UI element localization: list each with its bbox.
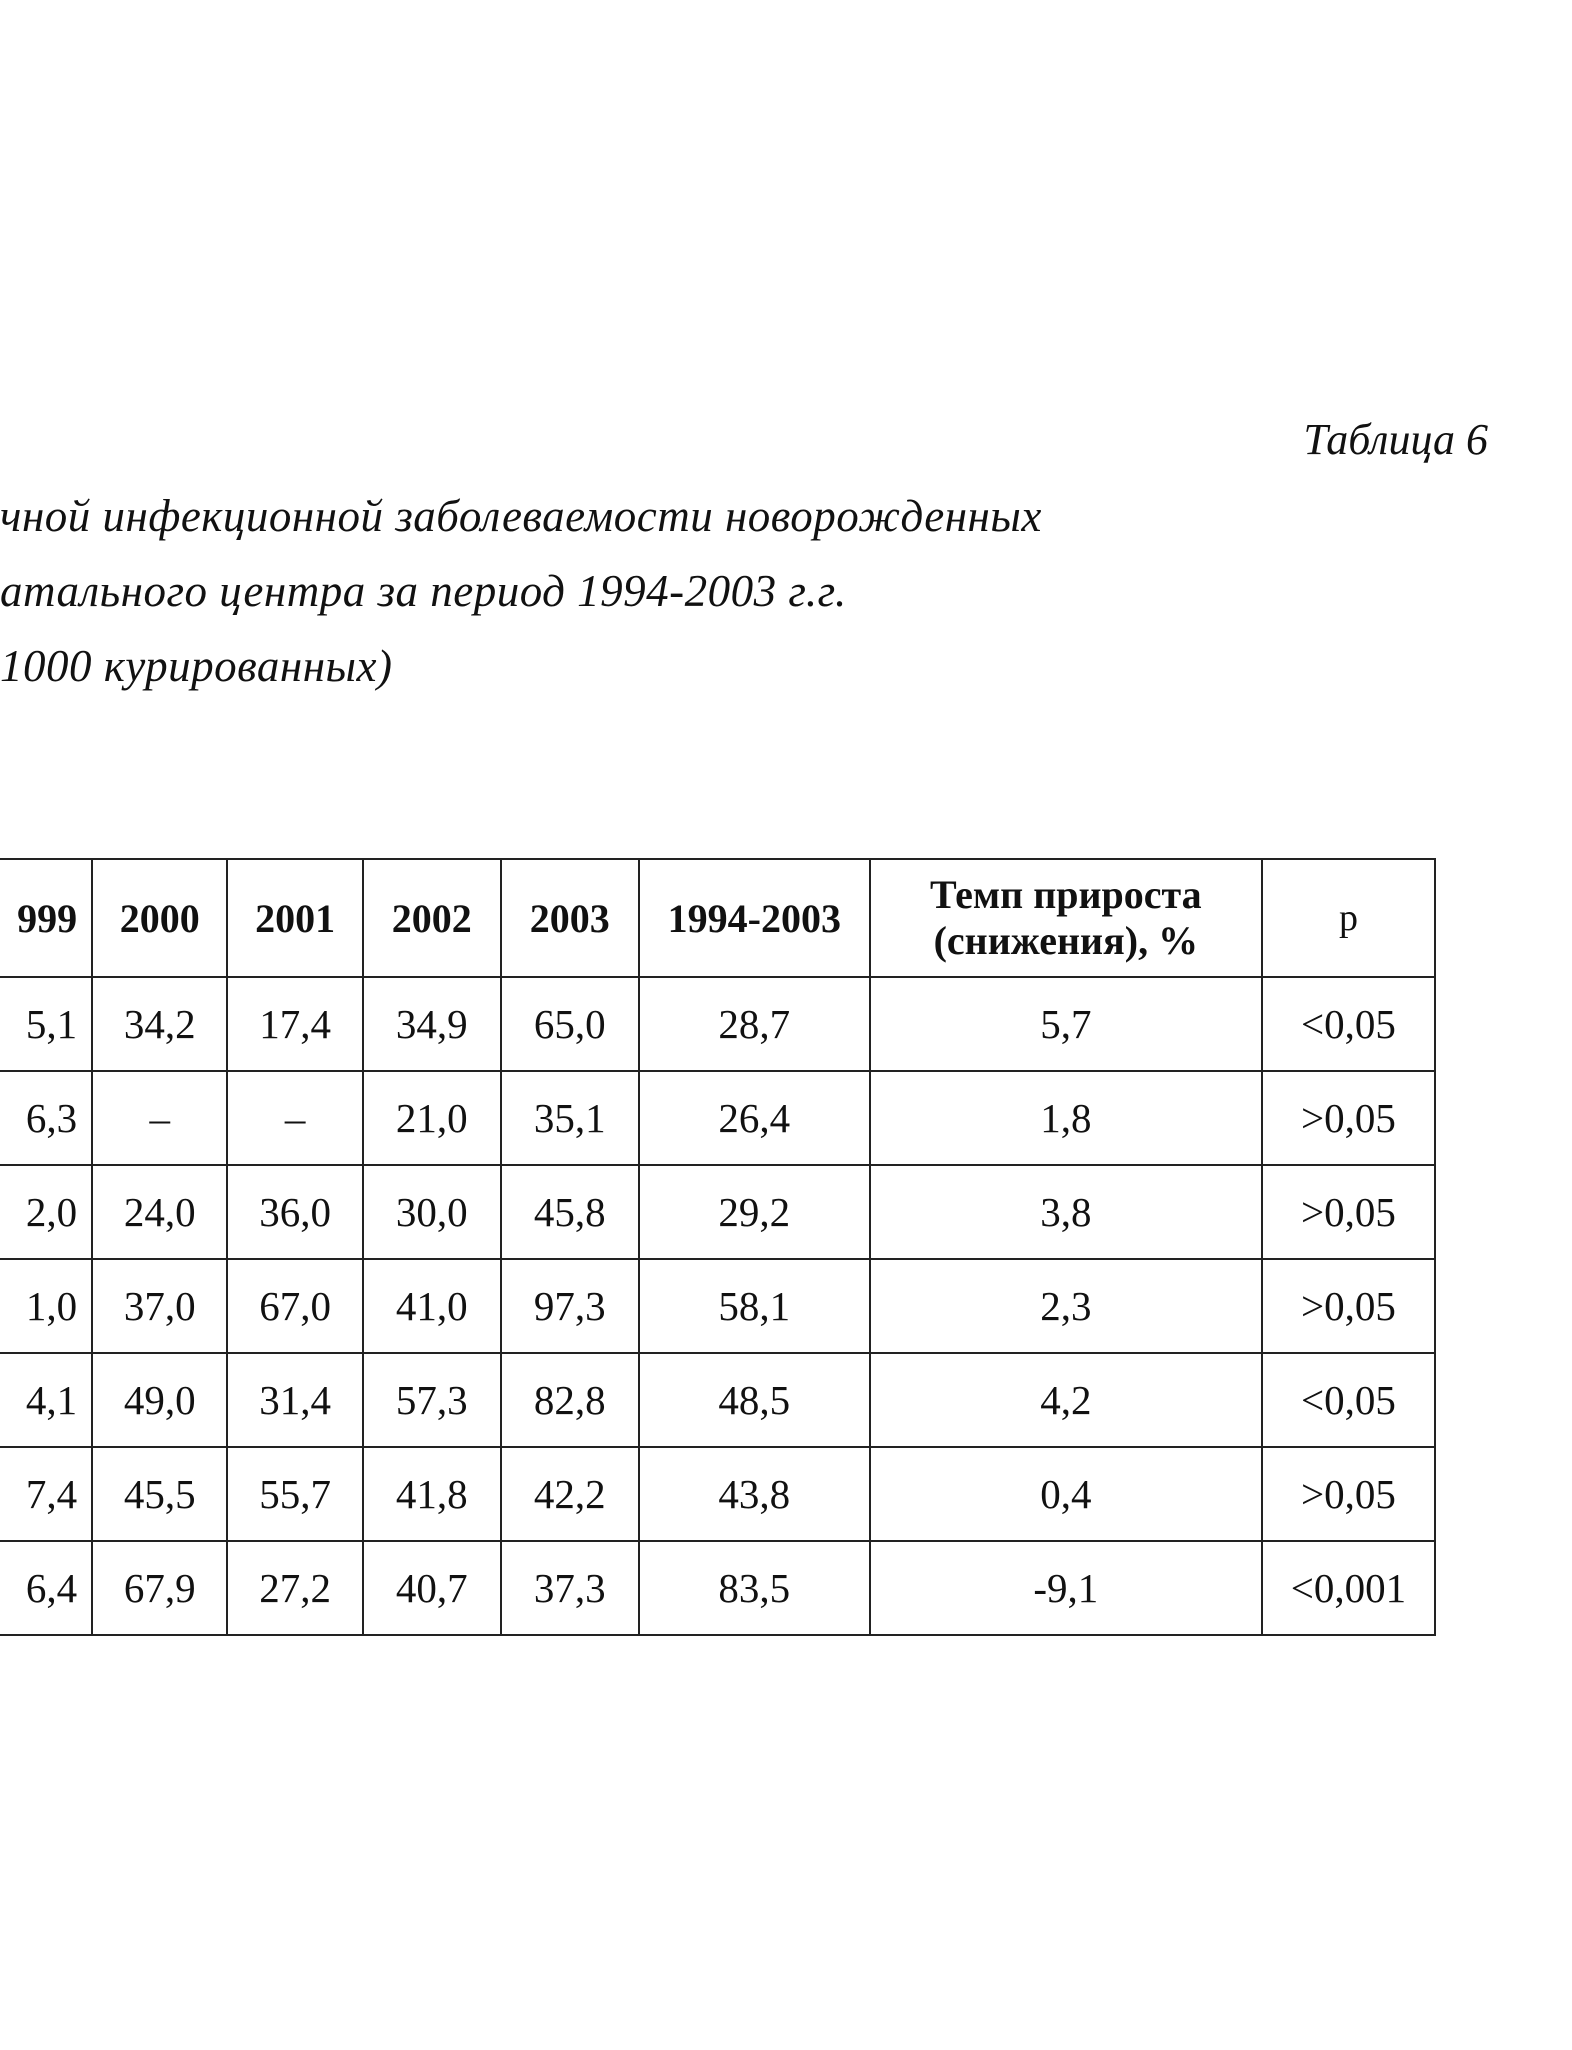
- value-2002: 21,0: [363, 1071, 501, 1165]
- value-2002: 57,3: [363, 1353, 501, 1447]
- value-1994-2003: 26,4: [639, 1071, 870, 1165]
- table-row: [0, 1165, 1435, 1259]
- value-2000: 49,0: [92, 1353, 227, 1447]
- value-growth-rate: -9,1: [870, 1541, 1262, 1635]
- value-2001: 31,4: [227, 1353, 362, 1447]
- value-1999: 6,3: [0, 1071, 92, 1165]
- value-2002: 34,9: [363, 977, 501, 1071]
- value-1999: 1,0: [0, 1259, 92, 1353]
- value-2003: 42,2: [501, 1447, 639, 1541]
- value-1999: 5,1: [0, 977, 92, 1071]
- header-2002: 2002: [363, 859, 501, 977]
- value-2001: 55,7: [227, 1447, 362, 1541]
- value-p: >0,05: [1262, 1071, 1435, 1165]
- value-2001: –: [227, 1071, 362, 1165]
- table-label: Таблица 6: [1303, 415, 1488, 464]
- value-2000: 34,2: [92, 977, 227, 1071]
- incidence-table: [0, 858, 1436, 1636]
- value-p: >0,05: [1262, 1165, 1435, 1259]
- table-caption-line-3: 1000 курированных): [0, 641, 393, 691]
- value-2001: 36,0: [227, 1165, 362, 1259]
- value-growth-rate: 0,4: [870, 1447, 1262, 1541]
- value-2000: 24,0: [92, 1165, 227, 1259]
- value-2001: 67,0: [227, 1259, 362, 1353]
- value-1999: 6,4: [0, 1541, 92, 1635]
- value-1999: 2,0: [0, 1165, 92, 1259]
- value-2000: 37,0: [92, 1259, 227, 1353]
- value-growth-rate: 1,8: [870, 1071, 1262, 1165]
- value-growth-rate: 2,3: [870, 1259, 1262, 1353]
- table-body: [0, 977, 1435, 1635]
- value-p: >0,05: [1262, 1447, 1435, 1541]
- value-1994-2003: 58,1: [639, 1259, 870, 1353]
- value-1994-2003: 48,5: [639, 1353, 870, 1447]
- value-2003: 45,8: [501, 1165, 639, 1259]
- value-1994-2003: 43,8: [639, 1447, 870, 1541]
- value-2000: 67,9: [92, 1541, 227, 1635]
- value-1999: 4,1: [0, 1353, 92, 1447]
- value-1999: 7,4: [0, 1447, 92, 1541]
- value-2002: 40,7: [363, 1541, 501, 1635]
- table-row: [0, 1447, 1435, 1541]
- value-2002: 41,0: [363, 1259, 501, 1353]
- header-1999: 999: [0, 859, 92, 977]
- header-p: p: [1262, 859, 1435, 977]
- value-growth-rate: 5,7: [870, 977, 1262, 1071]
- value-2000: 45,5: [92, 1447, 227, 1541]
- value-2003: 82,8: [501, 1353, 639, 1447]
- value-p: <0,001: [1262, 1541, 1435, 1635]
- value-2001: 27,2: [227, 1541, 362, 1635]
- value-2000: –: [92, 1071, 227, 1165]
- header-2001: 2001: [227, 859, 362, 977]
- table-caption-line-2: атального центра за период 1994-2003 г.г.: [0, 566, 847, 616]
- value-1994-2003: 83,5: [639, 1541, 870, 1635]
- header-growth-rate: Темп прироста (снижения), %: [870, 859, 1262, 977]
- value-growth-rate: 3,8: [870, 1165, 1262, 1259]
- value-2003: 65,0: [501, 977, 639, 1071]
- value-p: <0,05: [1262, 977, 1435, 1071]
- table-header-row: [0, 859, 1435, 977]
- value-1994-2003: 29,2: [639, 1165, 870, 1259]
- value-p: <0,05: [1262, 1353, 1435, 1447]
- header-2003: 2003: [501, 859, 639, 977]
- table-row: [0, 1541, 1435, 1635]
- value-1994-2003: 28,7: [639, 977, 870, 1071]
- value-2003: 37,3: [501, 1541, 639, 1635]
- table-row: [0, 1353, 1435, 1447]
- header-1994-2003: 1994-2003: [639, 859, 870, 977]
- value-2001: 17,4: [227, 977, 362, 1071]
- table-row: [0, 1259, 1435, 1353]
- value-2002: 41,8: [363, 1447, 501, 1541]
- value-2003: 35,1: [501, 1071, 639, 1165]
- table-caption-line-1: чной инфекционной заболеваемости новорожденных: [0, 491, 1042, 541]
- header-2000: 2000: [92, 859, 227, 977]
- value-growth-rate: 4,2: [870, 1353, 1262, 1447]
- table-row: [0, 977, 1435, 1071]
- value-2002: 30,0: [363, 1165, 501, 1259]
- table-row: [0, 1071, 1435, 1165]
- value-p: >0,05: [1262, 1259, 1435, 1353]
- value-2003: 97,3: [501, 1259, 639, 1353]
